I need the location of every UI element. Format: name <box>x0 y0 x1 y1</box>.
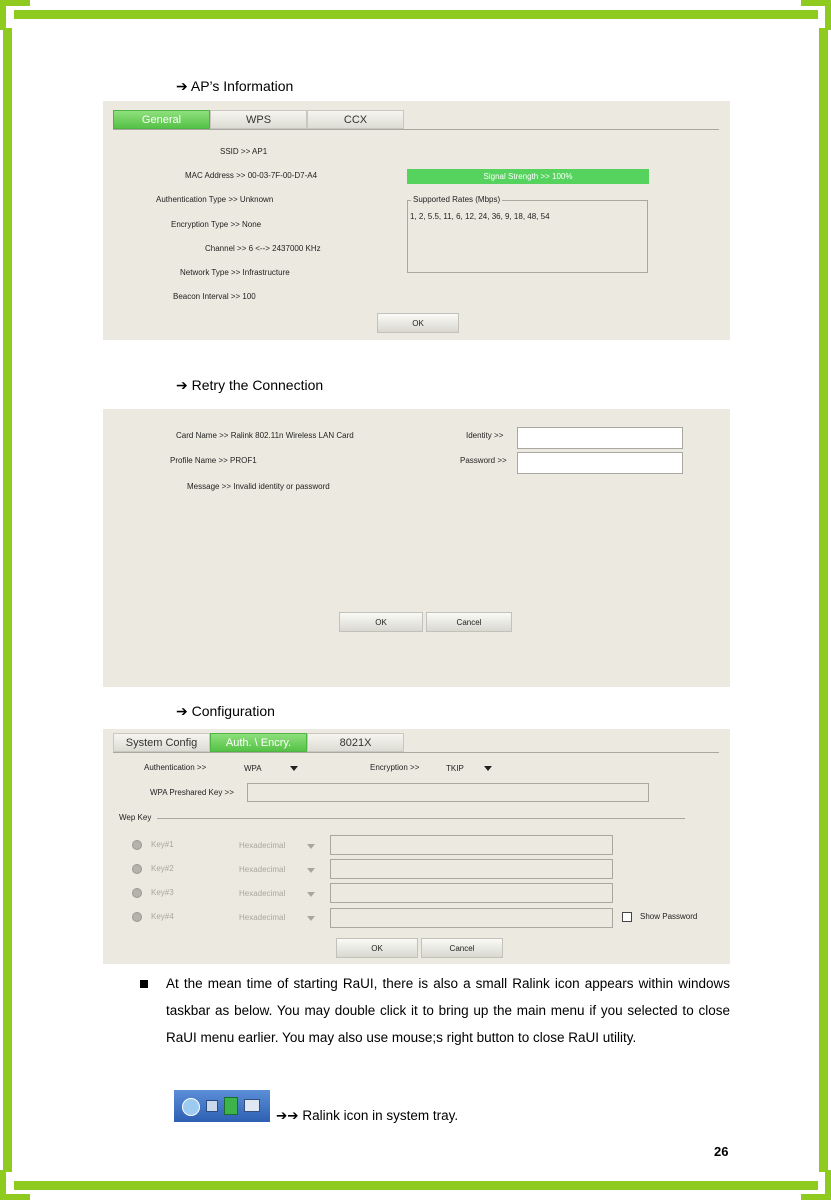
page-border-right <box>819 28 828 1172</box>
tray-shield-icon <box>224 1097 238 1115</box>
tray-monitor-icon <box>244 1099 260 1112</box>
beacon-interval-text: Beacon Interval >> 100 <box>173 292 256 301</box>
retry-cancel-button[interactable]: Cancel <box>426 612 512 632</box>
heading-text: AP’s Information <box>190 78 294 94</box>
key3-radio[interactable] <box>132 888 142 898</box>
arrow-icon: ➔ <box>176 703 188 719</box>
heading-text: Retry the Connection <box>191 377 324 393</box>
show-password-checkbox[interactable] <box>622 912 632 922</box>
key2-input[interactable] <box>330 859 613 879</box>
heading-retry-connection <box>176 377 323 394</box>
key1-radio[interactable] <box>132 840 142 850</box>
tab-divider <box>113 752 719 753</box>
key3-format-select[interactable]: Hexadecimal <box>239 889 286 898</box>
ap-ok-button[interactable]: OK <box>377 313 459 333</box>
key2-dropdown-icon[interactable] <box>307 868 315 873</box>
config-cancel-button[interactable]: Cancel <box>421 938 503 958</box>
corner-tr-v <box>825 0 831 30</box>
wep-key-label: Wep Key <box>119 813 152 822</box>
channel-text: Channel >> 6 <--> 2437000 KHz <box>205 244 321 253</box>
page-border-top <box>14 10 818 19</box>
key1-format-select[interactable]: Hexadecimal <box>239 841 286 850</box>
password-input[interactable] <box>517 452 683 474</box>
key3-dropdown-icon[interactable] <box>307 892 315 897</box>
supported-rates-legend: Supported Rates (Mbps) <box>413 195 501 204</box>
encryption-label: Encryption >> <box>370 763 420 772</box>
tab-wps[interactable]: WPS <box>210 110 307 129</box>
key4-input[interactable] <box>330 908 613 928</box>
authentication-select[interactable]: WPA <box>244 764 262 773</box>
key4-radio[interactable] <box>132 912 142 922</box>
taskbar-paragraph: At the mean time of starting RaUI, there is also a small Ralink icon appears within windows taskbar as below. You may double click it to bring up the main menu if you selected to close RaUI menu earlier. You may also use mouse;s right button to close RaUI utility. <box>166 976 730 1045</box>
identity-label: Identity >> <box>466 431 504 440</box>
enc-type-text: Encryption Type >> None <box>171 220 262 229</box>
ap-info-panel <box>103 101 730 340</box>
password-label: Password >> <box>460 456 507 465</box>
authentication-label: Authentication >> <box>144 763 207 772</box>
page-border-left <box>3 28 12 1172</box>
psk-label: WPA Preshared Key >> <box>150 788 234 797</box>
card-name-text: Card Name >> Ralink 802.11n Wireless LAN Card <box>176 431 354 440</box>
supported-rates-value: 1, 2, 5.5, 11, 6, 12, 24, 36, 9, 18, 48, 54 <box>410 212 550 221</box>
key3-label: Key#3 <box>151 888 174 897</box>
corner-br-v <box>825 1170 831 1200</box>
corner-bl-v <box>0 1170 6 1200</box>
config-ok-button[interactable]: OK <box>336 938 418 958</box>
key3-input[interactable] <box>330 883 613 903</box>
system-tray-image <box>174 1090 270 1122</box>
page-border-bottom <box>14 1181 818 1190</box>
key4-label: Key#4 <box>151 912 174 921</box>
tab-general[interactable]: General <box>113 110 210 129</box>
config-panel <box>103 729 730 964</box>
signal-strength-bar: Signal Strength >> 100% <box>407 169 649 184</box>
encryption-dropdown-icon[interactable] <box>484 766 492 771</box>
auth-type-text: Authentication Type >> Unknown <box>156 195 274 204</box>
tab-divider <box>113 129 719 130</box>
wep-key-separator <box>157 818 685 819</box>
key2-format-select[interactable]: Hexadecimal <box>239 865 286 874</box>
tray-ralink-icon <box>182 1098 200 1116</box>
message-text: Message >> Invalid identity or password <box>187 482 330 491</box>
tab-8021x[interactable]: 8021X <box>307 733 404 752</box>
heading-text: Configuration <box>191 703 275 719</box>
key4-dropdown-icon[interactable] <box>307 916 315 921</box>
authentication-dropdown-icon[interactable] <box>290 766 298 771</box>
tray-network-icon <box>206 1100 218 1112</box>
page-number: 26 <box>714 1144 729 1159</box>
arrow-icon: ➔ <box>176 377 188 393</box>
key2-label: Key#2 <box>151 864 174 873</box>
tab-auth-encry[interactable]: Auth. \ Encry. <box>210 733 307 752</box>
key1-dropdown-icon[interactable] <box>307 844 315 849</box>
identity-input[interactable] <box>517 427 683 449</box>
arrow-icon: ➔ <box>176 78 188 94</box>
key1-label: Key#1 <box>151 840 174 849</box>
bullet-marker <box>140 980 148 988</box>
show-password-label: Show Password <box>640 912 698 921</box>
encryption-select[interactable]: TKIP <box>446 764 464 773</box>
network-type-text: Network Type >> Infrastructure <box>180 268 290 277</box>
profile-name-text: Profile Name >> PROF1 <box>170 456 257 465</box>
psk-input[interactable] <box>247 783 649 802</box>
retry-ok-button[interactable]: OK <box>339 612 423 632</box>
key2-radio[interactable] <box>132 864 142 874</box>
tab-ccx[interactable]: CCX <box>307 110 404 129</box>
key4-format-select[interactable]: Hexadecimal <box>239 913 286 922</box>
corner-tl-v <box>0 0 6 30</box>
key1-input[interactable] <box>330 835 613 855</box>
tray-caption: ➔➔ Ralink icon in system tray. <box>276 1108 459 1123</box>
retry-panel <box>103 409 730 687</box>
supported-rates-box <box>407 200 648 273</box>
mac-address-text: MAC Address >> 00-03-7F-00-D7-A4 <box>185 171 318 180</box>
tab-system-config[interactable]: System Config <box>113 733 210 752</box>
heading-ap-information <box>176 78 293 95</box>
ssid-text: SSID >> AP1 <box>220 147 268 156</box>
heading-configuration <box>176 703 275 720</box>
